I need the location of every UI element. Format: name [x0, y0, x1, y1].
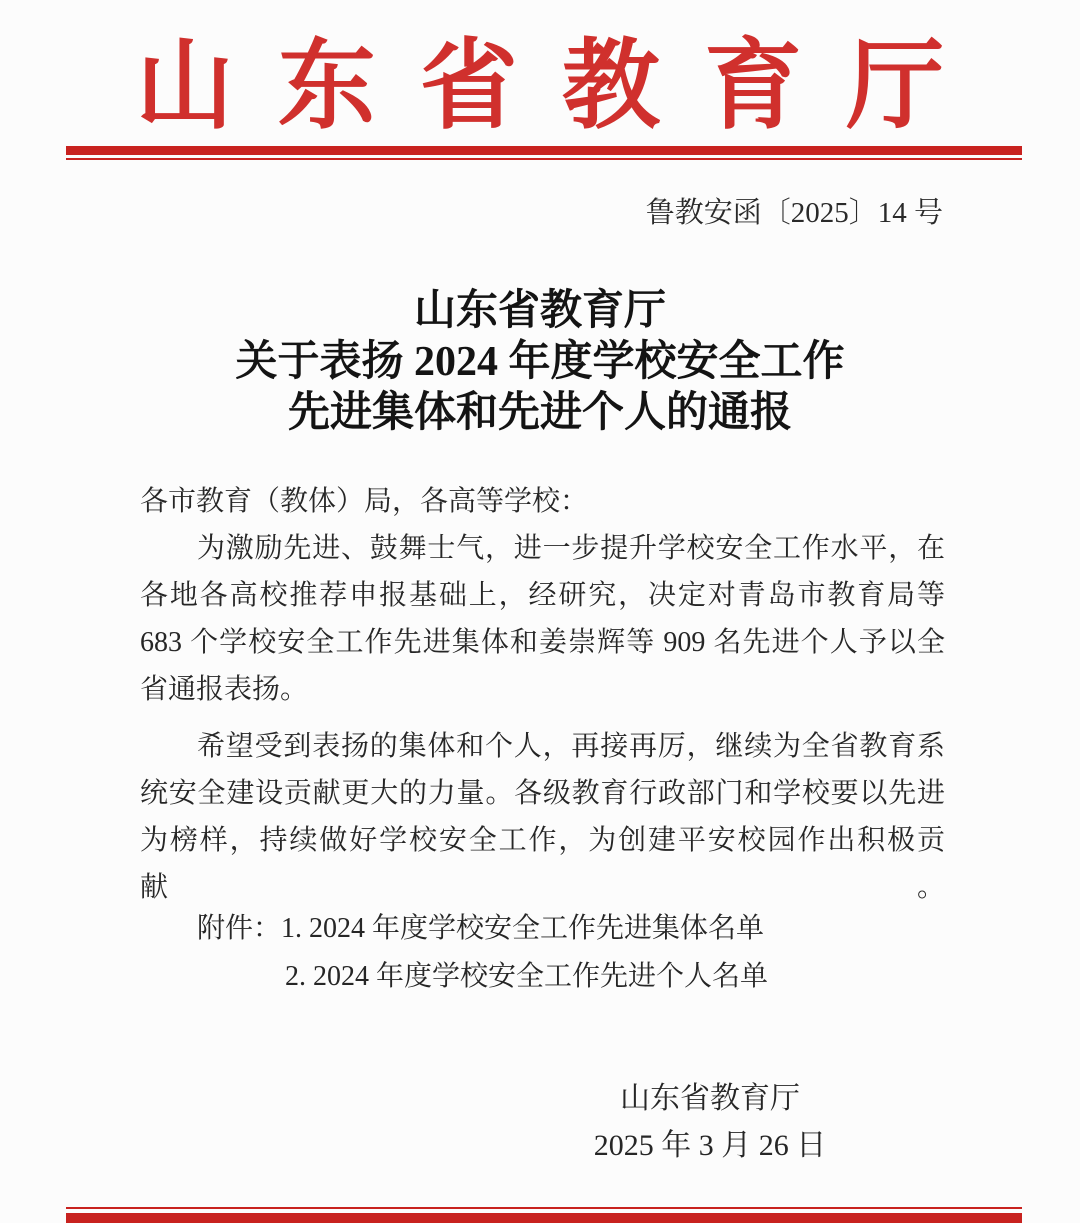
signature-block: [480, 1075, 940, 1169]
attachment-item-2: 2. 2024 年度学校安全工作先进个人名单: [285, 961, 769, 992]
header-separator-thick-line: [66, 146, 1022, 155]
document-reference-number: 鲁教安函〔2025〕14 号: [645, 197, 943, 229]
paragraph-2-line-2: 统安全建设贡献更大的力量。各级教育行政部门和学校要以先进: [140, 778, 945, 809]
document-title: [0, 286, 1080, 439]
footer-separator-thick-line: [66, 1213, 1022, 1223]
paragraph-1-line-1: 为激励先进、鼓舞士气，进一步提升学校安全工作水平，在: [197, 533, 945, 564]
paragraph-2-line-3: 为榜样，持续做好学校安全工作，为创建平安校园作出积极贡献。: [140, 825, 945, 903]
document-title-line-3: 先进集体和先进个人的通报: [287, 390, 792, 436]
paragraph-1-line-2: 各地各高校推荐申报基础上，经研究，决定对青岛市教育局等: [140, 580, 945, 611]
paragraph-1-line-4: 省通报表扬。: [140, 674, 309, 705]
attachments-list: [140, 905, 945, 1001]
salutation: 各市教育（教体）局，各高等学校：: [140, 486, 589, 517]
issue-date: 2025 年 3 月 26 日: [593, 1129, 827, 1162]
attachment-item-1: 附件：1. 2024 年度学校安全工作先进集体名单: [197, 913, 765, 944]
letterhead-agency-name: 山东省教育厅: [135, 33, 989, 141]
header-separator-thin-line: [66, 158, 1022, 160]
paragraph-2-line-1: 希望受到表扬的集体和个人，再接再厉，继续为全省教育系: [197, 731, 945, 762]
footer-separator-thin-line: [66, 1207, 1022, 1209]
paragraph-1-line-3: 683 个学校安全工作先进集体和姜崇辉等 909 名先进个人予以全: [140, 627, 945, 658]
document-title-line-1: 山东省教育厅: [413, 288, 666, 334]
document-title-line-2: 关于表扬 2024 年度学校安全工作: [235, 339, 845, 385]
document-body: [140, 478, 945, 911]
issuing-agency-name: 山东省教育厅: [620, 1082, 800, 1115]
